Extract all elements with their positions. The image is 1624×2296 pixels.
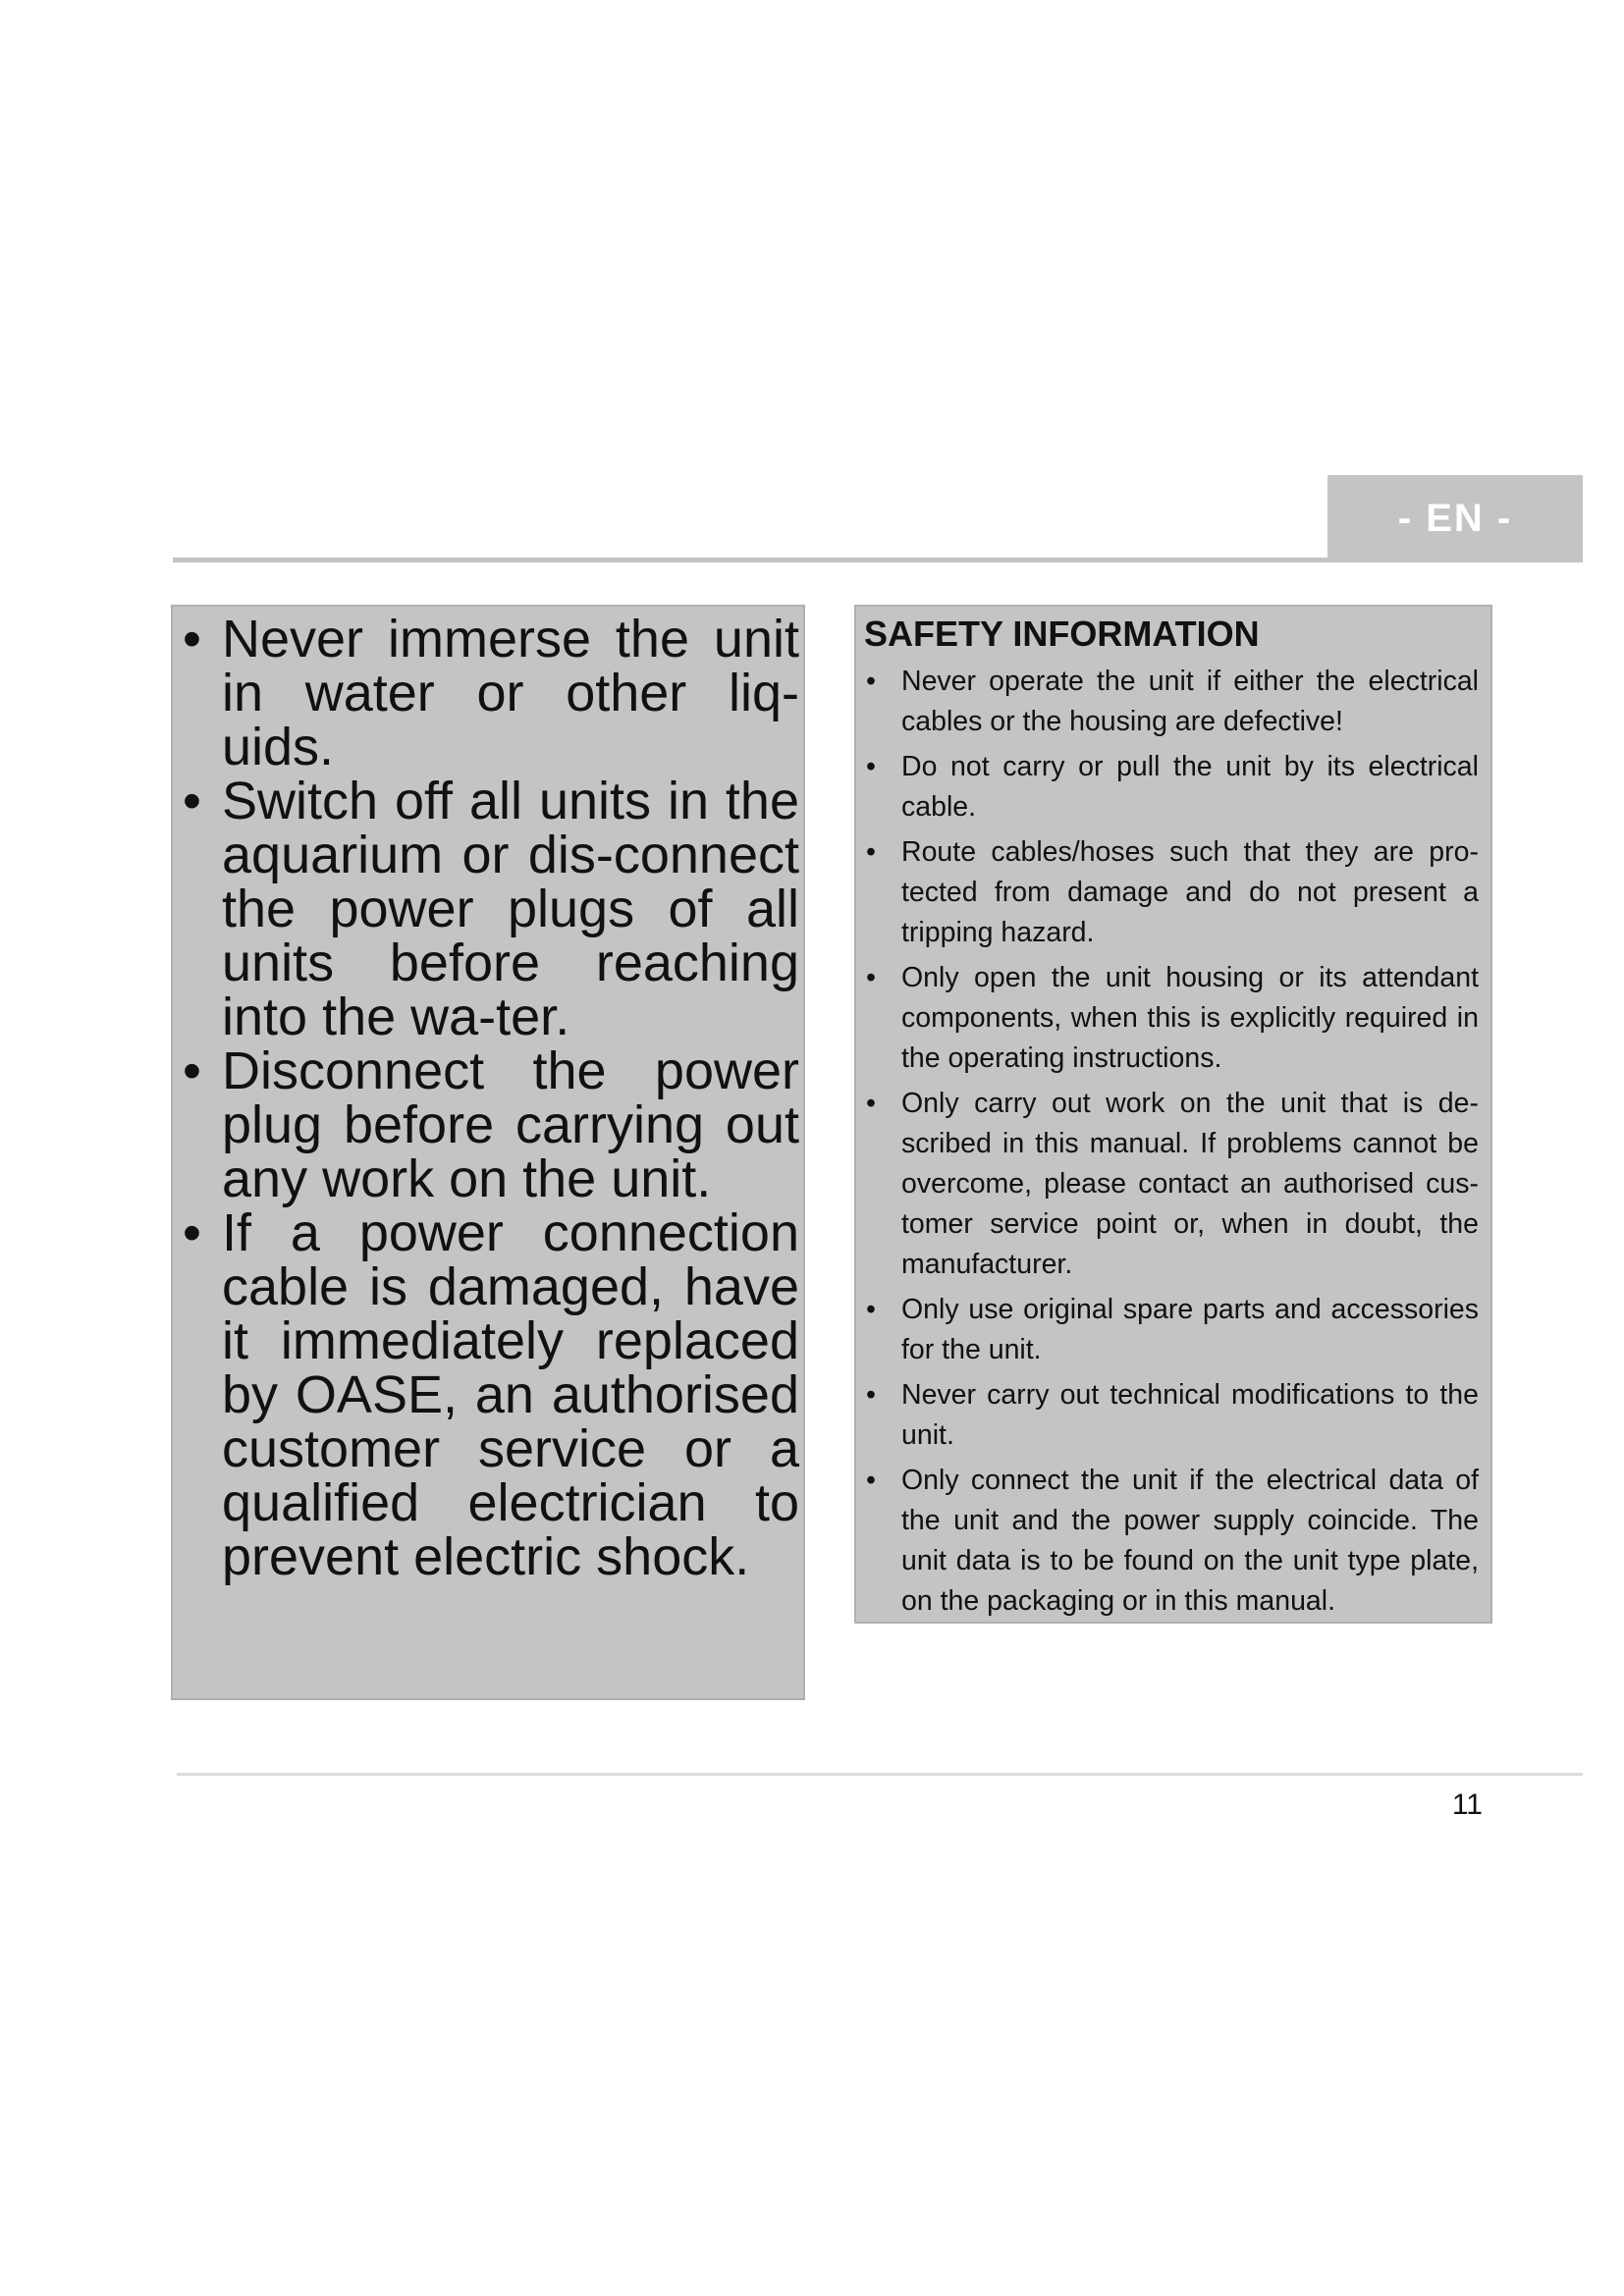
footer-divider: [177, 1773, 1583, 1776]
safety-item: [864, 832, 1479, 953]
safety-information-panel: [854, 605, 1492, 1624]
safety-item-text: Never operate the unit if either the electrical cables or the housing are defective!: [901, 666, 1479, 737]
warning-item: [179, 610, 799, 776]
safety-list: [864, 662, 1479, 1622]
safety-item: [864, 747, 1479, 828]
bullet-icon: •: [866, 1379, 876, 1411]
language-tab: - EN -: [1327, 475, 1583, 561]
warning-item: [179, 774, 799, 1044]
safety-item-text: Only use original spare parts and accessories for the unit.: [901, 1294, 1479, 1365]
bullet-icon: •: [866, 1088, 876, 1119]
bullet-icon: •: [866, 1465, 876, 1496]
bullet-icon: •: [866, 751, 876, 782]
safety-information-title: SAFETY INFORMATION: [864, 614, 1260, 654]
safety-item-text: Route cables/hoses such that they are pro-tected from damage and do not present a tripping hazard.: [901, 836, 1479, 948]
safety-item-text: Only carry out work on the unit that is de-scribed in this manual. If problems cannot be overcome, please contact an authorised cus-tomer service point or, when in doubt, the manufacturer.: [901, 1088, 1479, 1280]
bullet-icon: •: [183, 772, 201, 830]
warning-item-text: If a power connection cable is damaged, have it immediately replaced by OASE, an authorised customer service or a qualified electrician to prevent electric shock.: [222, 1203, 799, 1586]
safety-item-text: Only open the unit housing or its attendant components, when this is explicitly required in the operating instructions.: [901, 962, 1479, 1074]
warning-item: [179, 1041, 799, 1208]
header-divider: [173, 558, 1583, 562]
bullet-icon: •: [866, 836, 876, 868]
safety-item: [864, 1290, 1479, 1370]
bullet-icon: •: [866, 1294, 876, 1325]
warning-list: [173, 607, 803, 1584]
safety-item: [864, 1461, 1479, 1622]
warning-item-text: Disconnect the power plug before carrying out any work on the unit.: [222, 1041, 799, 1208]
bullet-icon: •: [183, 1041, 201, 1100]
safety-item: [864, 662, 1479, 742]
bullet-icon: •: [183, 610, 201, 668]
warning-item-text: Never immerse the unit in water or other liq-uids.: [222, 610, 799, 776]
safety-item-text: Only connect the unit if the electrical data of the unit and the power supply coincide. The unit data is to be found on the unit type plate, on the packaging or in this manual.: [901, 1465, 1479, 1617]
bullet-icon: •: [183, 1203, 201, 1262]
warning-panel: [171, 605, 805, 1700]
safety-item: [864, 1084, 1479, 1285]
safety-item: [864, 958, 1479, 1079]
safety-item-text: Never carry out technical modifications to the unit.: [901, 1379, 1479, 1451]
warning-item: [179, 1203, 799, 1586]
bullet-icon: •: [866, 666, 876, 697]
safety-item-text: Do not carry or pull the unit by its electrical cable.: [901, 751, 1479, 823]
safety-item: [864, 1375, 1479, 1456]
warning-item-text: Switch off all units in the aquarium or dis-connect the power plugs of all units before reaching into the wa-ter.: [222, 772, 799, 1046]
bullet-icon: •: [866, 962, 876, 993]
page-number: 11: [1451, 1789, 1483, 1821]
